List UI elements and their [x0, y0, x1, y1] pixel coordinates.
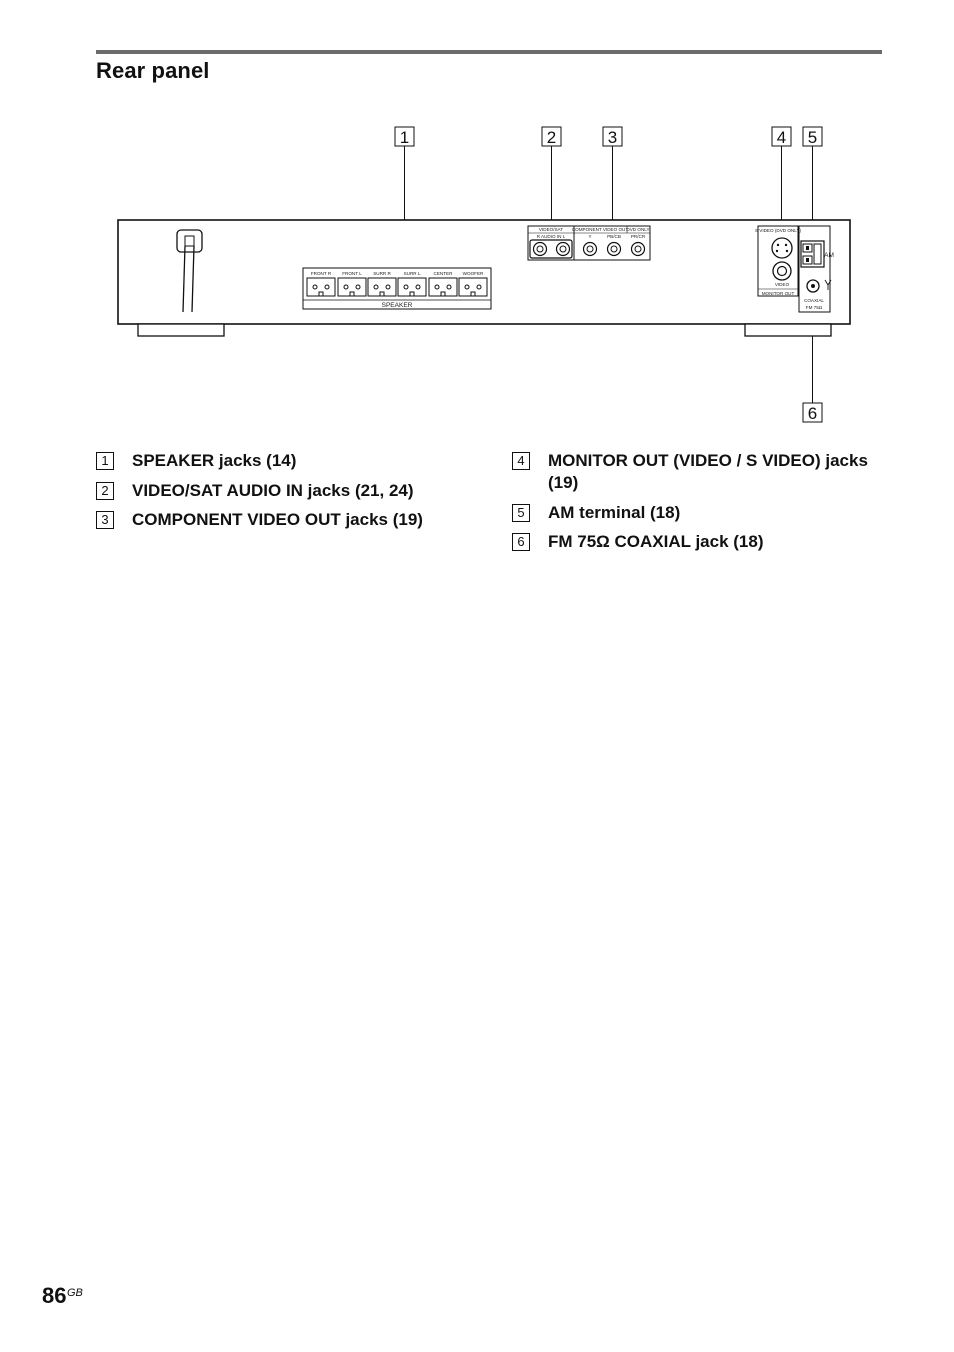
legend-number-box: 3 [96, 511, 114, 529]
legend-number-box: 2 [96, 482, 114, 500]
legend-text: AM terminal (18) [548, 502, 681, 522]
callout-5 [803, 127, 822, 147]
speaker-label-surr-r: SURR R [373, 271, 391, 276]
legend-item-speaker-jacks [96, 450, 496, 472]
legend-item-video-sat-audio-in [96, 480, 496, 502]
svg-text:S VIDEO (DVD ONLY): S VIDEO (DVD ONLY) [754, 228, 802, 233]
svg-text:6: 6 [807, 404, 818, 423]
svg-text:COMPONENT VIDEO OUT: COMPONENT VIDEO OUT [571, 227, 629, 232]
legend-number-box: 5 [512, 504, 530, 522]
legend-text: FM 75Ω COAXIAL jack (18) [548, 532, 764, 551]
page-number-suffix: GB [67, 1287, 83, 1299]
legend-right [512, 450, 892, 561]
svg-text:Y: Y [588, 234, 592, 239]
svg-text:4: 4 [776, 128, 787, 147]
svg-text:PB/CB: PB/CB [607, 234, 621, 239]
legend-item-fm-coaxial [512, 531, 892, 553]
page-title: Rear panel [96, 58, 210, 83]
svg-text:PR/CR: PR/CR [630, 234, 646, 239]
svg-text:VIDEO/SAT: VIDEO/SAT [538, 227, 564, 232]
callout-2 [542, 127, 561, 147]
legend-item-component-video-out [96, 509, 496, 531]
legend-text: COMPONENT VIDEO OUT jacks (19) [132, 510, 423, 529]
legend-number-box: 1 [96, 452, 114, 470]
legend-number-box: 4 [512, 452, 530, 470]
callout-6 [803, 403, 822, 423]
callout-1 [395, 127, 414, 147]
svg-text:1: 1 [399, 128, 410, 147]
legend-number-box: 6 [512, 533, 530, 551]
speaker-label-center: CENTER [433, 271, 453, 276]
page-number: 86 [42, 1283, 67, 1308]
legend-item-monitor-out [512, 450, 892, 494]
am-label: AM [824, 252, 834, 259]
legend-text: SPEAKER jacks (14) [132, 451, 297, 470]
legend-text: MONITOR OUT (VIDEO / S VIDEO) jacks (19) [548, 451, 868, 492]
callout-4 [772, 127, 791, 147]
svg-text:R AUDIO IN L: R AUDIO IN L [536, 234, 566, 239]
speaker-label-front-r: FRONT R [310, 271, 332, 276]
svg-text:COAXIAL: COAXIAL [804, 298, 824, 303]
svg-text:VIDEO: VIDEO [774, 282, 790, 287]
svg-text:5: 5 [807, 128, 818, 147]
legend-text: VIDEO/SAT AUDIO IN jacks (21, 24) [132, 480, 414, 500]
legend-left [96, 450, 496, 539]
speaker-label-front-l: FRONT L [342, 271, 362, 276]
callout-3 [603, 127, 622, 147]
svg-text:MONITOR OUT: MONITOR OUT [761, 291, 795, 296]
svg-text:3: 3 [607, 128, 618, 147]
legend-item-am-terminal [512, 502, 892, 524]
svg-text:DVD ONLY: DVD ONLY [626, 227, 650, 232]
svg-text:FM 75Ω: FM 75Ω [805, 305, 823, 310]
svg-text:2: 2 [546, 128, 557, 147]
speaker-label: SPEAKER [381, 302, 413, 309]
rear-panel-diagram [0, 0, 954, 440]
speaker-label-surr-l: SURR L [403, 271, 421, 276]
speaker-label-woofer: WOOFER [462, 271, 484, 276]
